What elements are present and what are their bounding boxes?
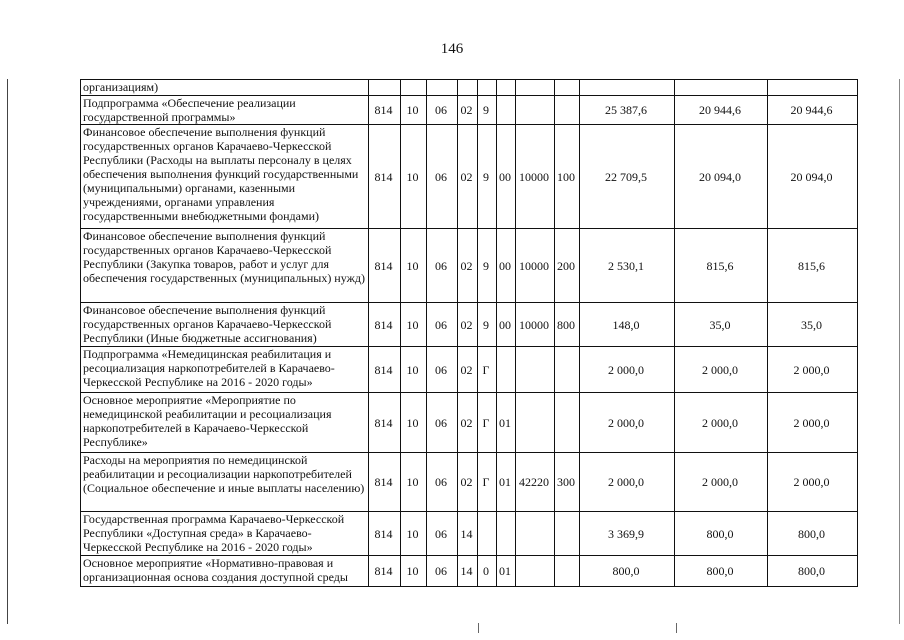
table-row bbox=[81, 96, 858, 125]
table-row bbox=[81, 512, 858, 556]
budget-table bbox=[80, 79, 858, 587]
amount-year2-cell: 815,6 bbox=[675, 229, 768, 303]
expense-type-cell: 200 bbox=[555, 229, 580, 303]
amount-year3-cell: 35,0 bbox=[768, 303, 858, 347]
section-code-cell: 10 bbox=[401, 229, 427, 303]
program-code-cell: 02 bbox=[458, 96, 478, 125]
expense-type-cell bbox=[555, 96, 580, 125]
subsection-code-cell: 06 bbox=[427, 347, 458, 393]
table-row bbox=[81, 125, 858, 229]
subprogram-code-cell: 9 bbox=[478, 96, 497, 125]
table-row bbox=[81, 393, 858, 453]
direction-code-cell bbox=[516, 393, 555, 453]
subprogram-code-cell: 0 bbox=[478, 556, 497, 587]
direction-code-cell bbox=[516, 347, 555, 393]
amount-year2-cell: 20 944,6 bbox=[675, 96, 768, 125]
amount-year2-cell: 800,0 bbox=[675, 512, 768, 556]
amount-year3-cell: 20 094,0 bbox=[768, 125, 858, 229]
section-code-cell: 10 bbox=[401, 303, 427, 347]
subsection-code-cell: 06 bbox=[427, 393, 458, 453]
subprogram-code-cell: 9 bbox=[478, 229, 497, 303]
main-event-code-cell: 01 bbox=[497, 453, 516, 512]
subprogram-code-cell: Г bbox=[478, 393, 497, 453]
section-code-cell: 10 bbox=[401, 393, 427, 453]
program-code-cell: 02 bbox=[458, 125, 478, 229]
table-row bbox=[81, 303, 858, 347]
amount-year1-cell: 22 709,5 bbox=[580, 125, 675, 229]
admin-code-cell: 814 bbox=[369, 303, 401, 347]
direction-code-cell bbox=[516, 80, 555, 96]
bottom-tick-mark bbox=[676, 623, 677, 633]
admin-code-cell: 814 bbox=[369, 453, 401, 512]
subprogram-code-cell: Г bbox=[478, 453, 497, 512]
amount-year1-cell: 2 000,0 bbox=[580, 453, 675, 512]
subsection-code-cell: 06 bbox=[427, 303, 458, 347]
main-event-code-cell: 00 bbox=[497, 303, 516, 347]
program-code-cell: 02 bbox=[458, 229, 478, 303]
amount-year3-cell: 800,0 bbox=[768, 512, 858, 556]
section-code-cell: 10 bbox=[401, 512, 427, 556]
main-event-code-cell bbox=[497, 347, 516, 393]
amount-year1-cell: 3 369,9 bbox=[580, 512, 675, 556]
amount-year2-cell bbox=[675, 80, 768, 96]
main-event-code-cell: 01 bbox=[497, 556, 516, 587]
admin-code-cell: 814 bbox=[369, 96, 401, 125]
page-right-margin-rule bbox=[899, 79, 900, 624]
row-name-cell: Подпрограмма «Немедицинская реабилитация и ресоциализация наркопотребителей в Карачаево-Черкесской Республике на 2016 - 2020 годы» bbox=[81, 347, 369, 393]
direction-code-cell: 10000 bbox=[516, 229, 555, 303]
subsection-code-cell: 06 bbox=[427, 229, 458, 303]
subsection-code-cell: 06 bbox=[427, 453, 458, 512]
expense-type-cell bbox=[555, 80, 580, 96]
subprogram-code-cell: 9 bbox=[478, 125, 497, 229]
table-row bbox=[81, 80, 858, 96]
direction-code-cell: 42220 bbox=[516, 453, 555, 512]
program-code-cell: 14 bbox=[458, 512, 478, 556]
amount-year1-cell: 800,0 bbox=[580, 556, 675, 587]
amount-year1-cell: 25 387,6 bbox=[580, 96, 675, 125]
amount-year2-cell: 2 000,0 bbox=[675, 347, 768, 393]
amount-year3-cell: 815,6 bbox=[768, 229, 858, 303]
amount-year2-cell: 35,0 bbox=[675, 303, 768, 347]
admin-code-cell: 814 bbox=[369, 393, 401, 453]
section-code-cell: 10 bbox=[401, 96, 427, 125]
amount-year1-cell bbox=[580, 80, 675, 96]
expense-type-cell bbox=[555, 347, 580, 393]
row-name-cell: Основное мероприятие «Нормативно-правовая и организационная основа создания доступной среды bbox=[81, 556, 369, 587]
subsection-code-cell: 06 bbox=[427, 96, 458, 125]
section-code-cell: 10 bbox=[401, 453, 427, 512]
direction-code-cell bbox=[516, 96, 555, 125]
expense-type-cell bbox=[555, 512, 580, 556]
amount-year3-cell: 2 000,0 bbox=[768, 453, 858, 512]
direction-code-cell: 10000 bbox=[516, 125, 555, 229]
row-name-cell: Основное мероприятие «Мероприятие по немедицинской реабилитации и ресоциализация наркопотребителей в Карачаево-Черкесской Республике» bbox=[81, 393, 369, 453]
amount-year2-cell: 2 000,0 bbox=[675, 453, 768, 512]
main-event-code-cell: 01 bbox=[497, 393, 516, 453]
program-code-cell bbox=[458, 80, 478, 96]
table-row bbox=[81, 347, 858, 393]
amount-year1-cell: 2 530,1 bbox=[580, 229, 675, 303]
main-event-code-cell bbox=[497, 80, 516, 96]
direction-code-cell bbox=[516, 512, 555, 556]
amount-year1-cell: 2 000,0 bbox=[580, 393, 675, 453]
subsection-code-cell: 06 bbox=[427, 125, 458, 229]
admin-code-cell: 814 bbox=[369, 347, 401, 393]
subprogram-code-cell: 9 bbox=[478, 303, 497, 347]
subsection-code-cell bbox=[427, 80, 458, 96]
amount-year3-cell: 800,0 bbox=[768, 556, 858, 587]
main-event-code-cell: 00 bbox=[497, 229, 516, 303]
amount-year2-cell: 2 000,0 bbox=[675, 393, 768, 453]
row-name-cell: Финансовое обеспечение выполнения функций государственных органов Карачаево-Черкесской Республики (Иные бюджетные ассигнования) bbox=[81, 303, 369, 347]
amount-year3-cell: 2 000,0 bbox=[768, 393, 858, 453]
admin-code-cell: 814 bbox=[369, 229, 401, 303]
table-row bbox=[81, 556, 858, 587]
section-code-cell: 10 bbox=[401, 125, 427, 229]
expense-type-cell bbox=[555, 393, 580, 453]
program-code-cell: 02 bbox=[458, 303, 478, 347]
subsection-code-cell: 06 bbox=[427, 512, 458, 556]
main-event-code-cell: 00 bbox=[497, 125, 516, 229]
subprogram-code-cell bbox=[478, 512, 497, 556]
table-row bbox=[81, 453, 858, 512]
section-code-cell: 10 bbox=[401, 347, 427, 393]
admin-code-cell bbox=[369, 80, 401, 96]
page-left-margin-rule bbox=[7, 79, 8, 624]
expense-type-cell: 100 bbox=[555, 125, 580, 229]
page-number: 146 bbox=[440, 41, 464, 57]
row-name-cell: Расходы на мероприятия по немедицинской реабилитации и ресоциализации наркопотребителей (Социальное обеспечение и иные выплаты населению) bbox=[81, 453, 369, 512]
amount-year1-cell: 148,0 bbox=[580, 303, 675, 347]
row-name-cell: организациям) bbox=[81, 80, 369, 96]
section-code-cell bbox=[401, 80, 427, 96]
amount-year3-cell: 2 000,0 bbox=[768, 347, 858, 393]
expense-type-cell: 800 bbox=[555, 303, 580, 347]
expense-type-cell bbox=[555, 556, 580, 587]
amount-year3-cell bbox=[768, 80, 858, 96]
admin-code-cell: 814 bbox=[369, 512, 401, 556]
amount-year2-cell: 20 094,0 bbox=[675, 125, 768, 229]
admin-code-cell: 814 bbox=[369, 556, 401, 587]
section-code-cell: 10 bbox=[401, 556, 427, 587]
expense-type-cell: 300 bbox=[555, 453, 580, 512]
admin-code-cell: 814 bbox=[369, 125, 401, 229]
table-row bbox=[81, 229, 858, 303]
direction-code-cell bbox=[516, 556, 555, 587]
program-code-cell: 02 bbox=[458, 347, 478, 393]
subsection-code-cell: 06 bbox=[427, 556, 458, 587]
subprogram-code-cell bbox=[478, 80, 497, 96]
main-event-code-cell bbox=[497, 512, 516, 556]
bottom-tick-mark bbox=[478, 623, 479, 633]
row-name-cell: Финансовое обеспечение выполнения функций государственных органов Карачаево-Черкесской Республики (Расходы на выплаты персоналу в целях обеспечения выполнения функций государственными (муниципальными) органами, казенными учреждениями, органами управления государственными внебюджетными фондами) bbox=[81, 125, 369, 229]
direction-code-cell: 10000 bbox=[516, 303, 555, 347]
subprogram-code-cell: Г bbox=[478, 347, 497, 393]
program-code-cell: 02 bbox=[458, 453, 478, 512]
program-code-cell: 14 bbox=[458, 556, 478, 587]
amount-year1-cell: 2 000,0 bbox=[580, 347, 675, 393]
amount-year3-cell: 20 944,6 bbox=[768, 96, 858, 125]
program-code-cell: 02 bbox=[458, 393, 478, 453]
row-name-cell: Подпрограмма «Обеспечение реализации государственной программы» bbox=[81, 96, 369, 125]
amount-year2-cell: 800,0 bbox=[675, 556, 768, 587]
row-name-cell: Государственная программа Карачаево-Черкесской Республики «Доступная среда» в Карачаево-Черкесской Республике на 2016 - 2020 годы» bbox=[81, 512, 369, 556]
main-event-code-cell bbox=[497, 96, 516, 125]
row-name-cell: Финансовое обеспечение выполнения функций государственных органов Карачаево-Черкесской Республики (Закупка товаров, работ и услуг для обеспечения государственных (муниципальных) нужд) bbox=[81, 229, 369, 303]
